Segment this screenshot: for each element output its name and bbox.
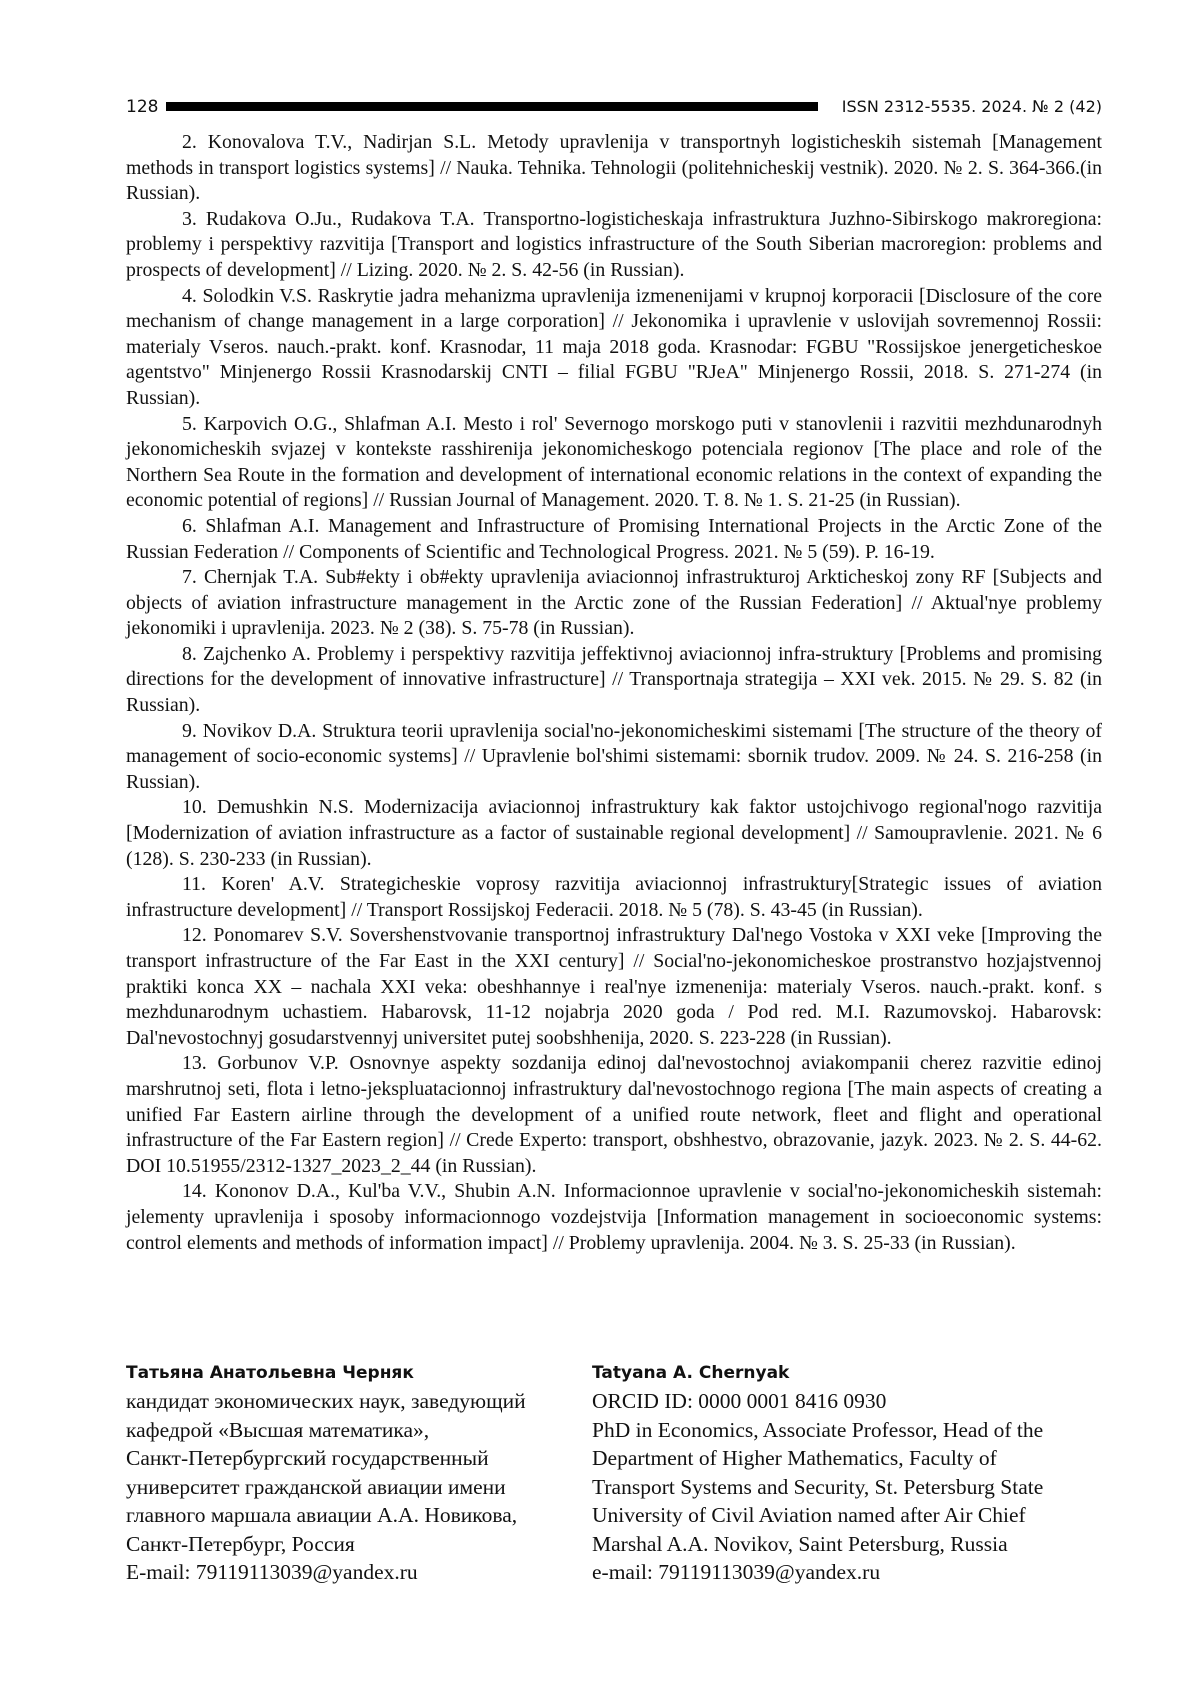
reference-item: 2. Konovalova T.V., Nadirjan S.L. Metody upravlenija v transportnyh logisticheskih sistemah [Management methods in transport logistics systems] // Nauka. Tehnika. Tehnologii (politehnicheskij vestnik). 2020. № 2. S. 364-366.(in Russian).: [126, 131, 1102, 205]
author-affiliation-line: PhD in Economics, Associate Professor, Head of the: [592, 1417, 1044, 1442]
author-affiliation-line: кафедрой «Высшая математика»,: [126, 1417, 430, 1442]
author-affiliation-line: университет гражданской авиации имени: [126, 1474, 506, 1499]
author-affiliation-line: Санкт-Петербург, Россия: [126, 1531, 355, 1556]
reference-list: [126, 130, 1102, 1256]
reference-item: 9. Novikov D.A. Struktura teorii upravlenija social'no-jekonomicheskimi sistemami [The structure of the theory of management of socio-economic systems] // Upravlenie bol'shimi sistemami: sbornik trudov. 2009. № 24. S. 216-258 (in Russian).: [126, 719, 1102, 793]
reference-item: 5. Karpovich O.G., Shlafman A.I. Mesto i rol' Severnogo morskogo puti v stanovlenii i razvitii mezhdunarodnyh jekonomicheskih svjazej v kontekste rasshirenija jekonomicheskogo potenciala regionov [The place and role of the Northern Sea Route in the formation and development of international economic relations in the context of expanding the economic potential of regions] // Russian Journal of Management. 2020. T. 8. № 1. S. 21-25 (in Russian).: [126, 412, 1102, 512]
journal-issn: ISSN 2312-5535. 2024. № 2 (42): [841, 97, 1102, 116]
reference-item: 7. Chernjak T.A. Sub#ekty i ob#ekty upravlenija aviacionnoj infrastrukturoj Arkticheskoj zony RF [Subjects and objects of aviation infrastructure management in the Arctic zone of the Russian Federation] // Aktual'nye problemy jekonomiki i upravlenija. 2023. № 2 (38). S. 75-78 (in Russian).: [126, 566, 1102, 640]
author-affiliation-line: Санкт-Петербургский государственный: [126, 1446, 489, 1470]
reference-item: 14. Kononov D.A., Kul'ba V.V., Shubin A.N. Informacionnoe upravlenie v social'no-jekonomicheskih sistemah: jelementy upravlenija i sposoby informacionnogo vozdejstvija [Information management in socioeconomic systems: control elements and methods of information impact] // Problemy upravlenija. 2004. № 3. S. 25-33 (in Russian).: [126, 1180, 1102, 1254]
author-affiliation-line: главного маршала авиации А.А. Новикова,: [126, 1503, 518, 1527]
running-header: [126, 94, 1102, 120]
author-email-russian: E-mail: 79119113039@yandex.ru: [126, 1560, 418, 1584]
header-rule: [166, 102, 818, 111]
author-orcid: ORCID ID: 0000 0001 8416 0930: [592, 1389, 887, 1413]
author-name-russian: Татьяна Анатольевна Черняк: [126, 1363, 414, 1383]
author-affiliation-line: Marshal A.A. Novikov, Saint Petersburg, Russia: [592, 1531, 1008, 1556]
reference-item: 3. Rudakova O.Ju., Rudakova T.A. Transportno-logisticheskaja infrastruktura Juzhno-Sibirskogo makroregiona: problemy i perspektivy razvitija [Transport and logistics infrastructure of the South Siberian macroregion: problems and prospects of development] // Lizing. 2020. № 2. S. 42-56 (in Russian).: [126, 207, 1102, 281]
reference-item: 6. Shlafman A.I. Management and Infrastructure of Promising International Projects in the Arctic Zone of the Russian Federation // Components of Scientific and Technological Progress. 2021. № 5 (59). P. 16-19.: [126, 514, 1102, 563]
author-affiliation-line: кандидат экономических наук, заведующий: [126, 1389, 526, 1413]
author-affiliation-line: University of Civil Aviation named after Air Chief: [592, 1503, 1026, 1527]
reference-item: 10. Demushkin N.S. Modernizacija aviacionnoj infrastruktury kak faktor ustojchivogo regional'nogo razvitija [Modernization of aviation infrastructure as a factor of sustainable regional development] // Samoupravlenie. 2021. № 6 (128). S. 230-233 (in Russian).: [126, 796, 1102, 870]
author-block-russian: [126, 1359, 588, 1587]
author-block-english: [592, 1359, 1102, 1587]
reference-item: 8. Zajchenko A. Problemy i perspektivy razvitija jeffektivnoj aviacionnoj infra-struktury [Problems and promising directions for the development of innovative infrastructure] // Transportnaja strategija – XXI vek. 2015. № 29. S. 82 (in Russian).: [126, 642, 1102, 717]
reference-item: 12. Ponomarev S.V. Sovershenstvovanie transportnoj infrastruktury Dal'nego Vostoka v XXI veke [Improving the transport infrastructure of the Far East in the XXI century] // Social'no-jekonomicheskoe prostranstvo hozjajstvennoj praktiki konca XX – nachala XXI veka: obeshhannye i real'nye izmenenija: materialy Vseros. nauch.-prakt. konf. s mezhdunarodnym uchastiem. Habarovsk, 11-12 nojabrja 2020 goda / Pod red. M.I. Razumovskoj. Habarovsk: Dal'nevostochnyj gosudarstvennyj universitet putej soobshhenija, 2020. S. 223-228 (in Russian).: [126, 924, 1102, 1049]
reference-item: 13. Gorbunov V.P. Osnovnye aspekty sozdanija edinoj dal'nevostochnoj aviakompanii cherez razvitie edinoj marshrutnoj seti, flota i letno-jekspluatacionnoj infrastruktury dal'nevostochnogo regiona [The main aspects of creating a unified Far Eastern airline through the development of a unified route network, fleet and flight and operational infrastructure of the Far Eastern region] // Crede Experto: transport, obshhestvo, obrazovanie, jazyk. 2023. № 2. S. 44-62. DOI 10.51955/2312-1327_2023_2_44 (in Russian).: [126, 1052, 1102, 1177]
page-number: 128: [126, 97, 159, 117]
author-email-english: e-mail: 79119113039@yandex.ru: [592, 1560, 881, 1584]
author-info: [126, 1359, 1102, 1599]
reference-item: 11. Koren' A.V. Strategicheskie voprosy razvitija aviacionnoj infrastruktury[Strategic issues of aviation infrastructure development] // Transport Rossijskoj Federacii. 2018. № 5 (78). S. 43-45 (in Russian).: [126, 873, 1102, 921]
author-affiliation-line: Transport Systems and Security, St. Petersburg State: [592, 1474, 1044, 1499]
author-affiliation-line: Department of Higher Mathematics, Faculty of: [592, 1446, 997, 1470]
reference-item: 4. Solodkin V.S. Raskrytie jadra mehanizma upravlenija izmenenijami v krupnoj korporacii [Disclosure of the core mechanism of change management in a large corporation] // Jekonomika i upravlenie v uslovijah sovremennoj Rossii: materialy Vseros. nauch.-prakt. konf. Krasnodar, 11 maja 2018 goda. Krasnodar: FGBU "Rossijskoe jenergeticheskoe agentstvo" Minjenergo Rossii Krasnodarskij CNTI – filial FGBU "RJeA" Minjenergo Rossii, 2018. S. 271-274 (in Russian).: [126, 284, 1102, 409]
author-name-english: Tatyana A. Chernyak: [592, 1363, 790, 1383]
